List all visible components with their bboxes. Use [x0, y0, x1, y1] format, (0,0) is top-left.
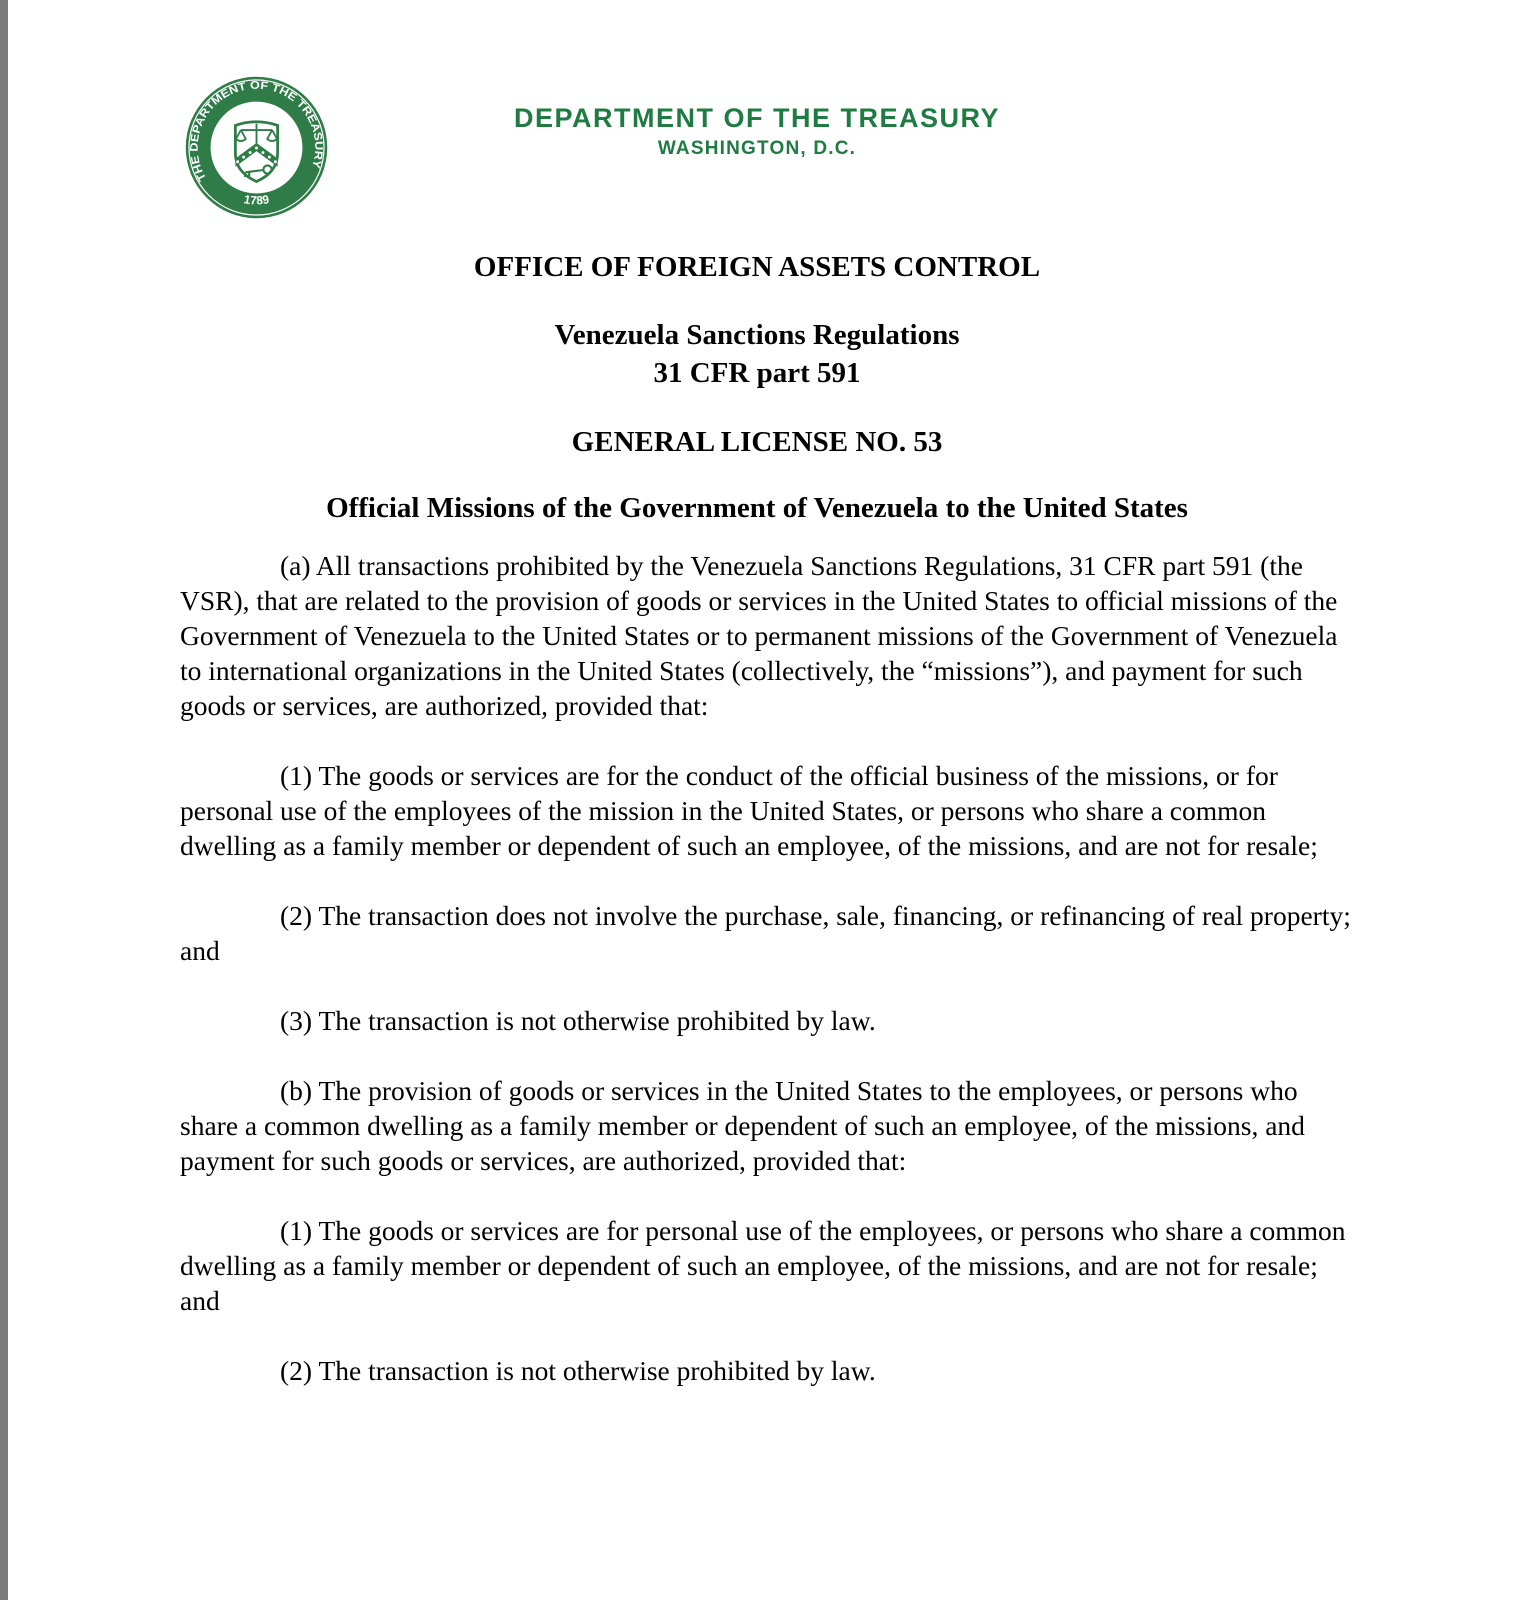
window-left-border	[0, 0, 8, 1600]
letterhead	[0, 103, 1514, 160]
department-title: DEPARTMENT OF THE TREASURY	[513, 103, 1000, 133]
paragraph-a3: (3) The transaction is not otherwise prohibited by law.	[280, 1005, 876, 1036]
paragraph-a: (a) All transactions prohibited by the Venezuela Sanctions Regulations, 31 CFR part 591 (the VSR), that are related to the provision of goods or services in the United States to official missions of the Government of Venezuela to the United States or to permanent missions of the Government of Venezuela to international organizations in the United States (collectively, the “missions”), and payment for such goods or services, are authorized, provided that:	[180, 550, 1338, 721]
paragraph-a2: (2) The transaction does not involve the purchase, sale, financing, or refinancing of real property; and	[180, 900, 1351, 966]
document-titles	[0, 248, 1514, 527]
seal-year-text: 1789	[242, 192, 271, 208]
svg-text:1789	[243, 192, 271, 207]
cfr-title: 31 CFR part 591	[653, 357, 861, 389]
paragraph-b: (b) The provision of goods or services in the United States to the employees, or persons who share a common dwelling as a family member or dependent of such an employee, of the missions, and payment for such goods or services, are authorized, provided that:	[180, 1075, 1305, 1176]
regulations-title: Venezuela Sanctions Regulations	[554, 319, 960, 351]
paragraph-b2: (2) The transaction is not otherwise prohibited by law.	[280, 1355, 876, 1386]
paragraph-b1: (1) The goods or services are for personal use of the employees, or persons who share a common dwelling as a family member or dependent of such an employee, of the missions, and are not for resale; and	[180, 1215, 1346, 1316]
paragraph-a1: (1) The goods or services are for the conduct of the official business of the missions, or for personal use of the employees of the mission in the United States, or persons who share a common dwelling as a family member or dependent of such an employee, of the missions, and are not for resale;	[180, 760, 1318, 861]
seal-ring-text: THE DEPARTMENT OF THE TREASURY	[188, 79, 325, 184]
document-body	[180, 548, 1356, 1423]
subject-title: Official Missions of the Government of Venezuela to the United States	[326, 492, 1188, 524]
department-location: WASHINGTON, D.C.	[657, 138, 857, 159]
license-title: GENERAL LICENSE NO. 53	[571, 426, 943, 458]
office-title: OFFICE OF FOREIGN ASSETS CONTROL	[473, 251, 1041, 283]
